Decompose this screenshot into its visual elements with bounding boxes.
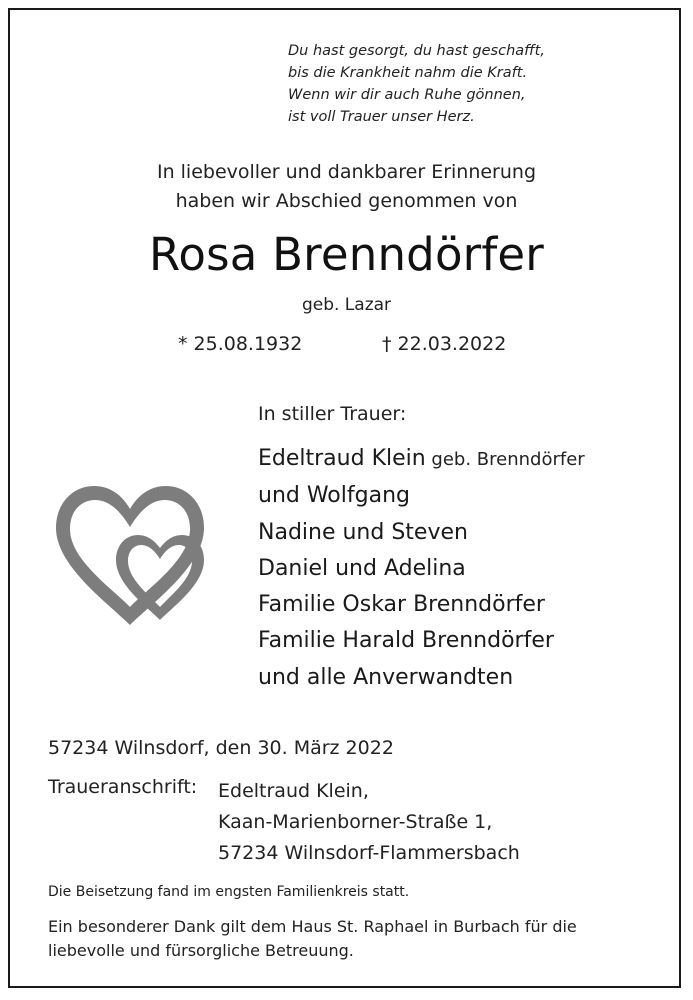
mourners-list (258, 441, 585, 696)
two-hearts-icon (50, 480, 210, 625)
death-date: † 22.03.2022 (382, 333, 507, 355)
poem (288, 40, 545, 128)
place-and-date: 57234 Wilnsdorf, den 30. März 2022 (48, 737, 394, 759)
intro-line: In liebevoller und dankbarer Erinnerung (156, 161, 537, 183)
burial-note: Die Beisetzung fand im engsten Familienkreis statt. (48, 884, 410, 900)
poem-line: bis die Krankheit nahm die Kraft. (288, 65, 528, 81)
mourner-maiden-name: geb. Brenndörfer (425, 449, 585, 470)
mourners-label: In stiller Trauer: (258, 403, 407, 425)
mourner-line: Familie Oskar Brenndörfer (258, 592, 545, 618)
birth-date: * 25.08.1932 (178, 333, 303, 355)
address-label: Traueranschrift: (48, 776, 198, 798)
address-line: 57234 Wilnsdorf-Flammersbach (218, 842, 520, 864)
mourner-line: Nadine und Steven (258, 519, 468, 545)
mourner-name: Edeltraud Klein (258, 446, 426, 471)
deceased-name: Rosa Brenndörfer (148, 228, 545, 281)
large-heart (56, 486, 204, 625)
poem-line: Wenn wir dir auch Ruhe gönnen, (288, 87, 526, 103)
mourner-line: und Wolfgang (258, 483, 410, 509)
address-line: Kaan-Marienborner-Straße 1, (218, 811, 493, 833)
intro-line: haben wir Abschied genommen von (175, 190, 518, 212)
mourning-address (218, 776, 520, 869)
mourner-line: Daniel und Adelina (258, 555, 466, 581)
maiden-name: geb. Lazar (301, 295, 392, 315)
mourner-line: Familie Harald Brenndörfer (258, 628, 554, 654)
intro-text (0, 158, 693, 216)
mourner-line (258, 441, 585, 478)
address-line: Edeltraud Klein, (218, 780, 369, 802)
poem-line: ist voll Trauer unser Herz. (288, 109, 475, 125)
mourner-line: und alle Anverwandten (258, 664, 514, 690)
thanks-note: Ein besonderer Dank gilt dem Haus St. Raphael in Burbach für die liebevolle und fürsorgliche Betreuung. (48, 917, 577, 960)
poem-line: Du hast gesorgt, du hast geschafft, (288, 43, 545, 59)
